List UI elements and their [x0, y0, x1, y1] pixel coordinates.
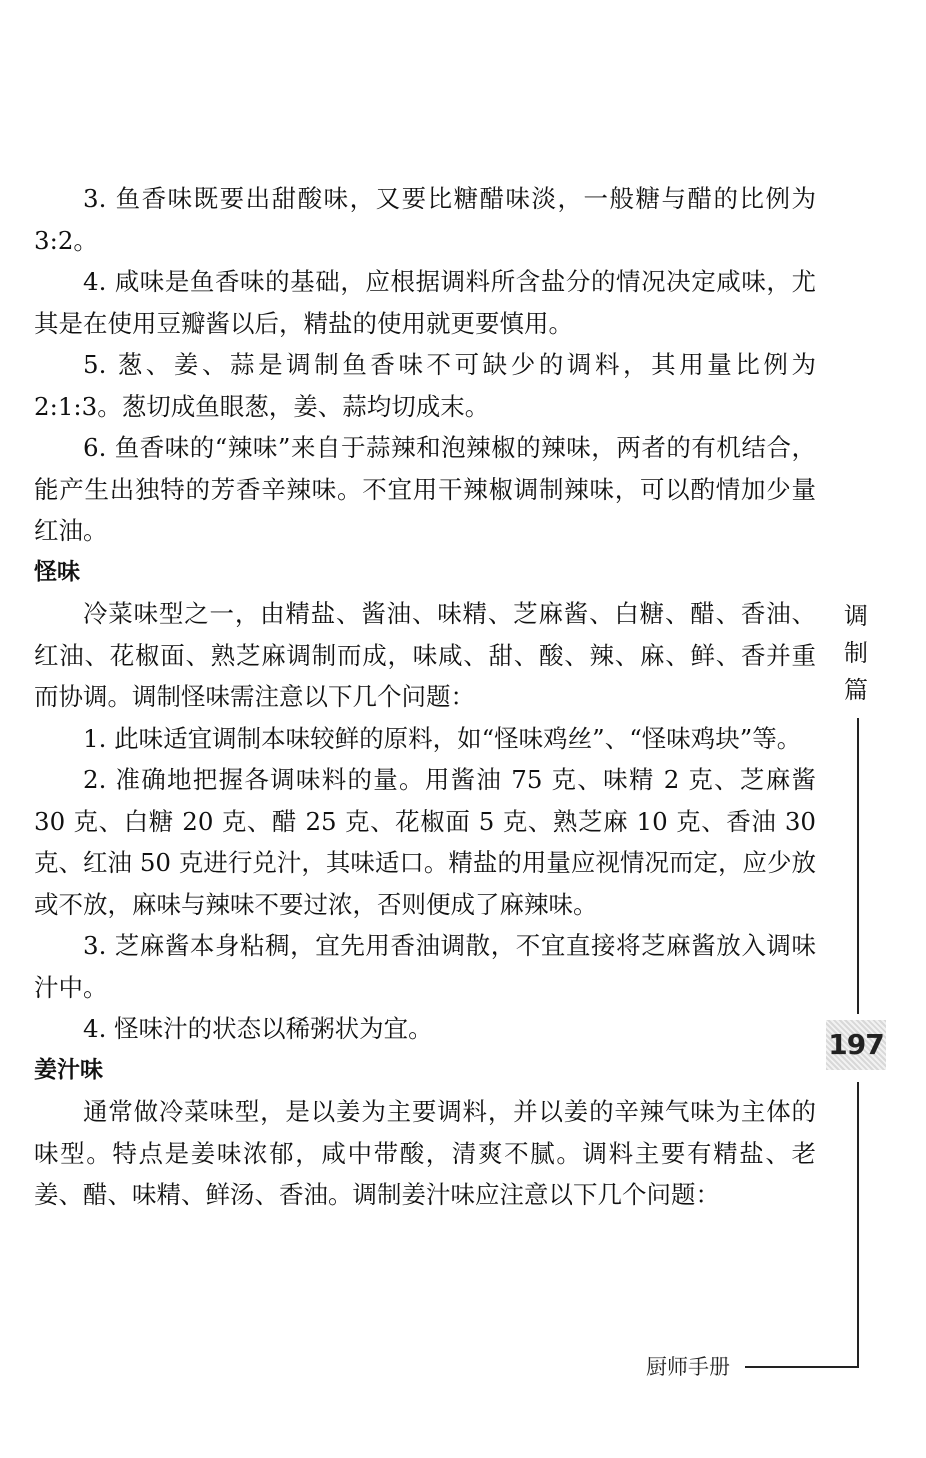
side-label-char: 调: [844, 602, 868, 630]
main-text: [34, 178, 816, 1216]
paragraph: 3. 芝麻酱本身粘稠，宜先用香油调散，不宜直接将芝麻酱放入调味汁中。: [34, 931, 816, 1002]
paragraph: 1. 此味适宜调制本味较鲜的原料，如“怪味鸡丝”、“怪味鸡块”等。: [83, 723, 802, 753]
paragraph: 冷菜味型之一，由精盐、酱油、味精、芝麻酱、白糖、醋、香油、红油、花椒面、熟芝麻调制而成，味咸、甜、酸、辣、麻、鲜、香并重而协调。调制怪味需注意以下几个问题：: [34, 599, 816, 711]
paragraph: 通常做冷菜味型，是以姜为主要调料，并以姜的辛辣气味为主体的味型。特点是姜味浓郁，咸中带酸，清爽不腻。调料主要有精盐、老姜、醋、味精、鲜汤、香油。调制姜汁味应注意以下几个问题：: [34, 1097, 816, 1209]
side-label-char: 制: [844, 639, 868, 667]
paragraph: 5. 葱、姜、蒜是调制鱼香味不可缺少的调料，其用量比例为 2:1:3。葱切成鱼眼葱，姜、蒜均切成末。: [34, 350, 816, 421]
chapter-side-label: [842, 598, 870, 709]
margin-rule-upper: [857, 718, 859, 1014]
paragraph: 4. 怪味汁的状态以稀粥状为宜。: [83, 1014, 433, 1043]
paragraph: 2. 准确地把握各调味料的量。用酱油 75 克、味精 2 克、芝麻酱 30 克、白糖 20 克、醋 25 克、花椒面 5 克、熟芝麻 10 克、香油 30 克、红油 50 克进行兑汁，其味适口。精盐的用量应视情况而定，应少放或不放，麻味与辣味不要过浓，否则便成了麻辣味。: [34, 765, 816, 919]
paragraph: 6. 鱼香味的“辣味”来自于蒜辣和泡辣椒的辣味，两者的有机结合，能产生出独特的芳香辛辣味。不宜用干辣椒调制辣味，可以酌情加少量红油。: [34, 433, 816, 545]
section-heading: 怪味: [34, 558, 80, 585]
section-heading: 姜汁味: [34, 1056, 103, 1083]
footer-rule: [745, 1366, 859, 1368]
paragraph: 4. 咸味是鱼香味的基础，应根据调料所含盐分的情况决定咸味，尤其是在使用豆瓣酱以后，精盐的使用就更要慎用。: [34, 267, 816, 338]
page-number: 197: [826, 1020, 886, 1070]
paragraph: 3. 鱼香味既要出甜酸味，又要比糖醋味淡，一般糖与醋的比例为 3:2。: [34, 184, 816, 255]
side-label-char: 篇: [844, 676, 868, 704]
footer-book-title: 厨师手册: [646, 1355, 730, 1379]
margin-rule-lower: [857, 1082, 859, 1366]
